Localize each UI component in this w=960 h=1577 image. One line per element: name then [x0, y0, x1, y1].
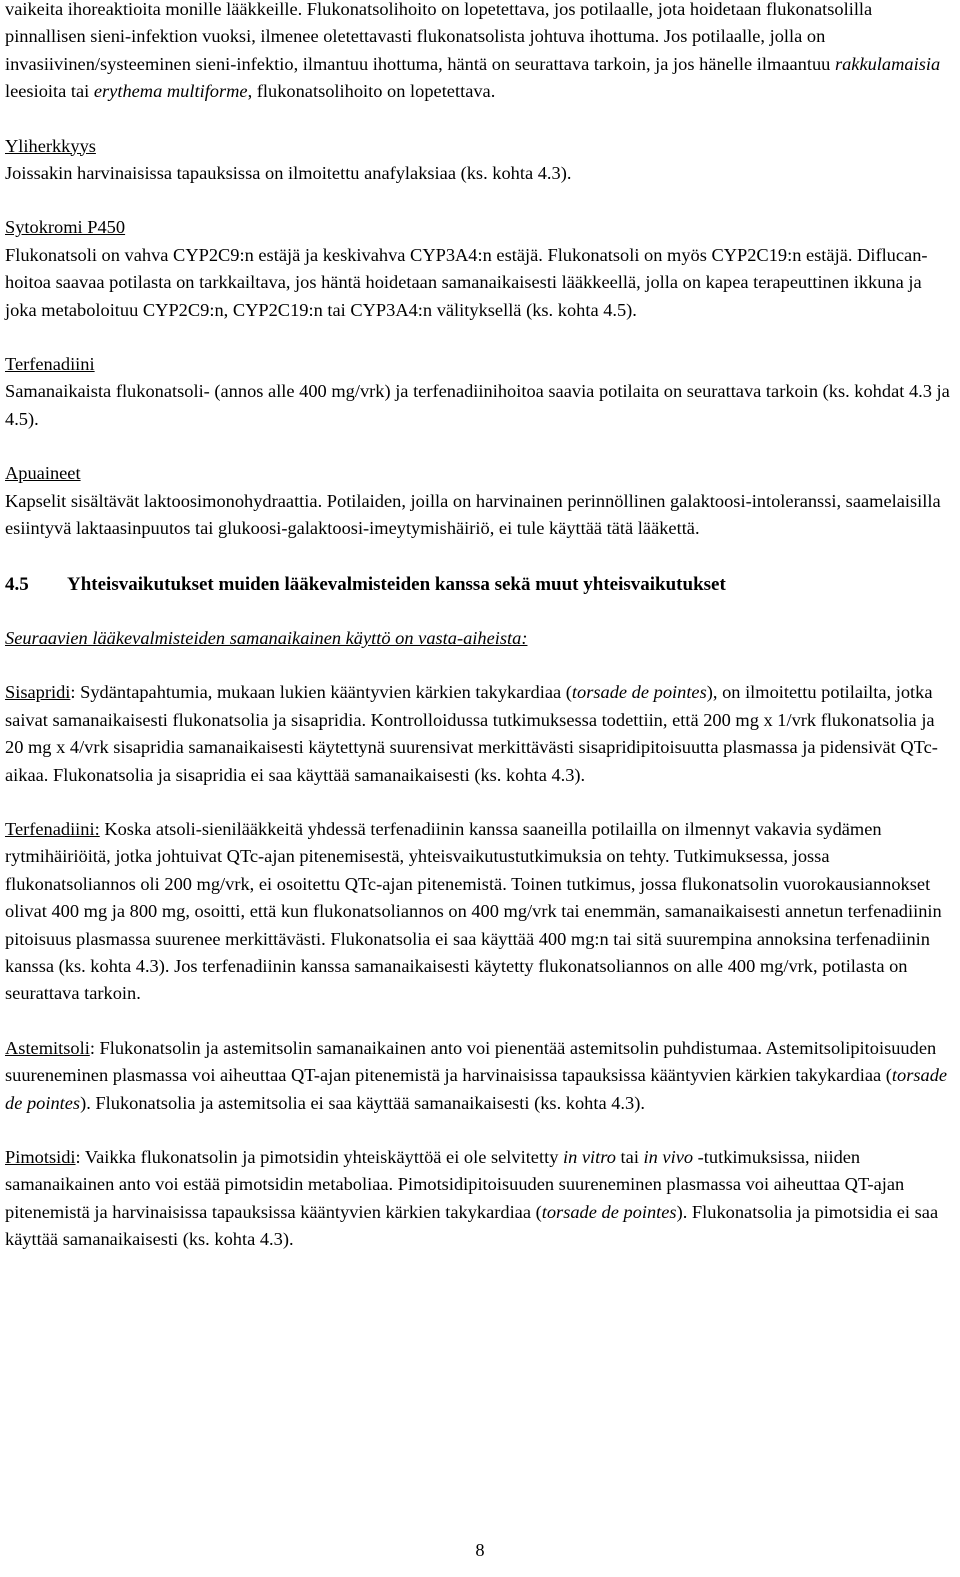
astemitsoli-title: Astemitsoli [5, 1037, 90, 1058]
intro-paragraph: vaikeita ihoreaktioita monille lääkkeille. Flukonatsolihoito on lopetettava, jos potilaalle, jota hoidetaan flukonatsolilla pinnallisen sieni-infektion vuoksi, ilmenee oletettavasti flukonatsolista johtuva ihottuma. Jos potilaalle, jolla on invasiivinen/systeeminen sieni-infektio, ilmantuu ihottuma, häntä on seurattava tarkoin, ja jos hänelle ilmaantuu rakkulamaisia leesioita tai erythema multiforme, flukonatsolihoito on lopetettava. [5, 0, 941, 102]
apuaineet-text: Kapselit sisältävät laktoosimonohydraattia. Potilaiden, joilla on harvinainen perinnöllinen galaktoosi-intoleranssi, saamelaisilla esiintyvä laktaasinpuutos tai glukoosi-galaktoosi-imeytymishäiriö, ei tule käyttää tätä lääkettä. [5, 490, 941, 539]
sisapridi-paragraph: Sisapridi: Sydäntapahtumia, mukaan lukien kääntyvien kärkien takykardiaa (torsade de pointes), on ilmoitettu potilailta, jotka saivat samanaikaisesti flukonatsolia ja sisapridia. Kontrolloidussa tutkimuksessa todettiin, että 200 mg x 1/vrk flukonatsolia ja 20 mg x 4/vrk sisapridia samanaikaisesti käytettynä suurensivat merkittävästi sisapridipitoisuutta plasmassa ja pidensivät QTc-aikaa. Flukonatsolia ja sisapridia ei saa käyttää samanaikaisesti (ks. kohta 4.3). [5, 682, 938, 785]
pimotsidi-title: Pimotsidi [5, 1147, 76, 1167]
contraindication-intro: Seuraavien lääkevalmisteiden samanaikainen käyttö on vasta-aiheista: [5, 627, 528, 648]
section-title: Yhteisvaikutukset muiden lääkevalmisteiden kanssa sekä muut yhteisvaikutukset [67, 573, 726, 595]
yliherkkyys-text: Joissakin harvinaisissa tapauksissa on ilmoitettu anafylaksiaa (ks. kohta 4.3). [5, 163, 572, 184]
astemitsoli-paragraph: Astemitsoli: Flukonatsolin ja astemitsolin samanaikainen anto voi pienentää astemitsolin puhdistumaa. Astemitsolipitoisuuden suureneminen plasmassa voi aiheuttaa QT-ajan pitenemistä ja harvinaisissa tapauksissa kääntyvien kärkien takykardiaa (torsade de pointes). Flukonatsolia ja astemitsolia ei saa käyttää samanaikaisesti (ks. kohta 4.3). [5, 1037, 948, 1113]
sytokromi-text: Flukonatsoli on vahva CYP2C9:n estäjä ja keskivahva CYP3A4:n estäjä. Flukonatsoli on myös CYP2C19:n estäjä. Diflucan-hoitoa saavaa potilasta on tarkkailtava, jos häntä hoidetaan samanaikaisesti lääkkeellä, jolla on kapea terapeuttinen ikkuna ja joka metaboloituu CYP2C9:n, CYP2C19:n tai CYP3A4:n välityksellä (ks. kohta 4.5). [5, 244, 928, 320]
apuaineet-heading: Apuaineet [5, 463, 81, 484]
terfenadiini-warning-heading: Terfenadiini [5, 354, 95, 375]
sisapridi-title: Sisapridi [5, 682, 71, 703]
terfenadiini-warning-text: Samanaikaista flukonatsoli- (annos alle 400 mg/vrk) ja terfenadiinihoitoa saavia potilaita on seurattava tarkoin (ks. kohdat 4.3 ja 4.5). [5, 381, 950, 429]
terfenadiini-paragraph: Terfenadiini: Koska atsoli-sienilääkkeitä yhdessä terfenadiinin kanssa saaneilla potilailla on ilmennyt vakavia sydämen rytmihäiriöitä, jotka johtuivat QTc-ajan pitenemisestä, yhteisvaikutustutkimuksia on tehty. Tutkimuksessa, jossa flukonatsoliannos oli 200 mg/vrk, ei osoitettu QTc-ajan pitenemistä. Toinen tutkimus, jossa flukonatsolin vuorokausiannokset olivat 400 mg ja 800 mg, osoitti, että kun flukonatsoliannos on 400 mg/vrk tai enemmän, samanaikaisesti annetun terfenadiinin pitoisuus plasmassa suurenee merkittävästi. Flukonatsolia ei saa käyttää 400 mg:n tai sitä suurempina annoksina terfenadiinin kanssa (ks. kohta 4.3). Jos terfenadiinin kanssa samanaikaisesti käytetty flukonatsoliannos on alle 400 mg/vrk, potilasta on seurattava tarkoin. [5, 818, 942, 1004]
page-number: 8 [475, 1540, 485, 1560]
terfenadiini-title: Terfenadiini: [5, 818, 100, 839]
pimotsidi-paragraph: Pimotsidi: Vaikka flukonatsolin ja pimotsidin yhteiskäyttöä ei ole selvitetty in vitro tai in vivo -tutkimuksissa, niiden samanaikainen anto voi estää pimotsidin metaboliaa. Pimotsidipitoisuuden suureneminen plasmassa voi aiheuttaa QT-ajan pitenemistä ja harvinaisissa tapauksissa kääntyvien kärkien takykardiaa (torsade de pointes). Flukonatsolia ja pimotsidia ei saa käyttää samanaikaisesti (ks. kohta 4.3). [5, 1147, 939, 1250]
yliherkkyys-heading: Yliherkkyys [5, 135, 96, 156]
sytokromi-heading: Sytokromi P450 [5, 217, 126, 238]
section-heading [5, 571, 953, 598]
section-number: 4.5 [5, 573, 29, 595]
document-page [5, 0, 953, 1254]
